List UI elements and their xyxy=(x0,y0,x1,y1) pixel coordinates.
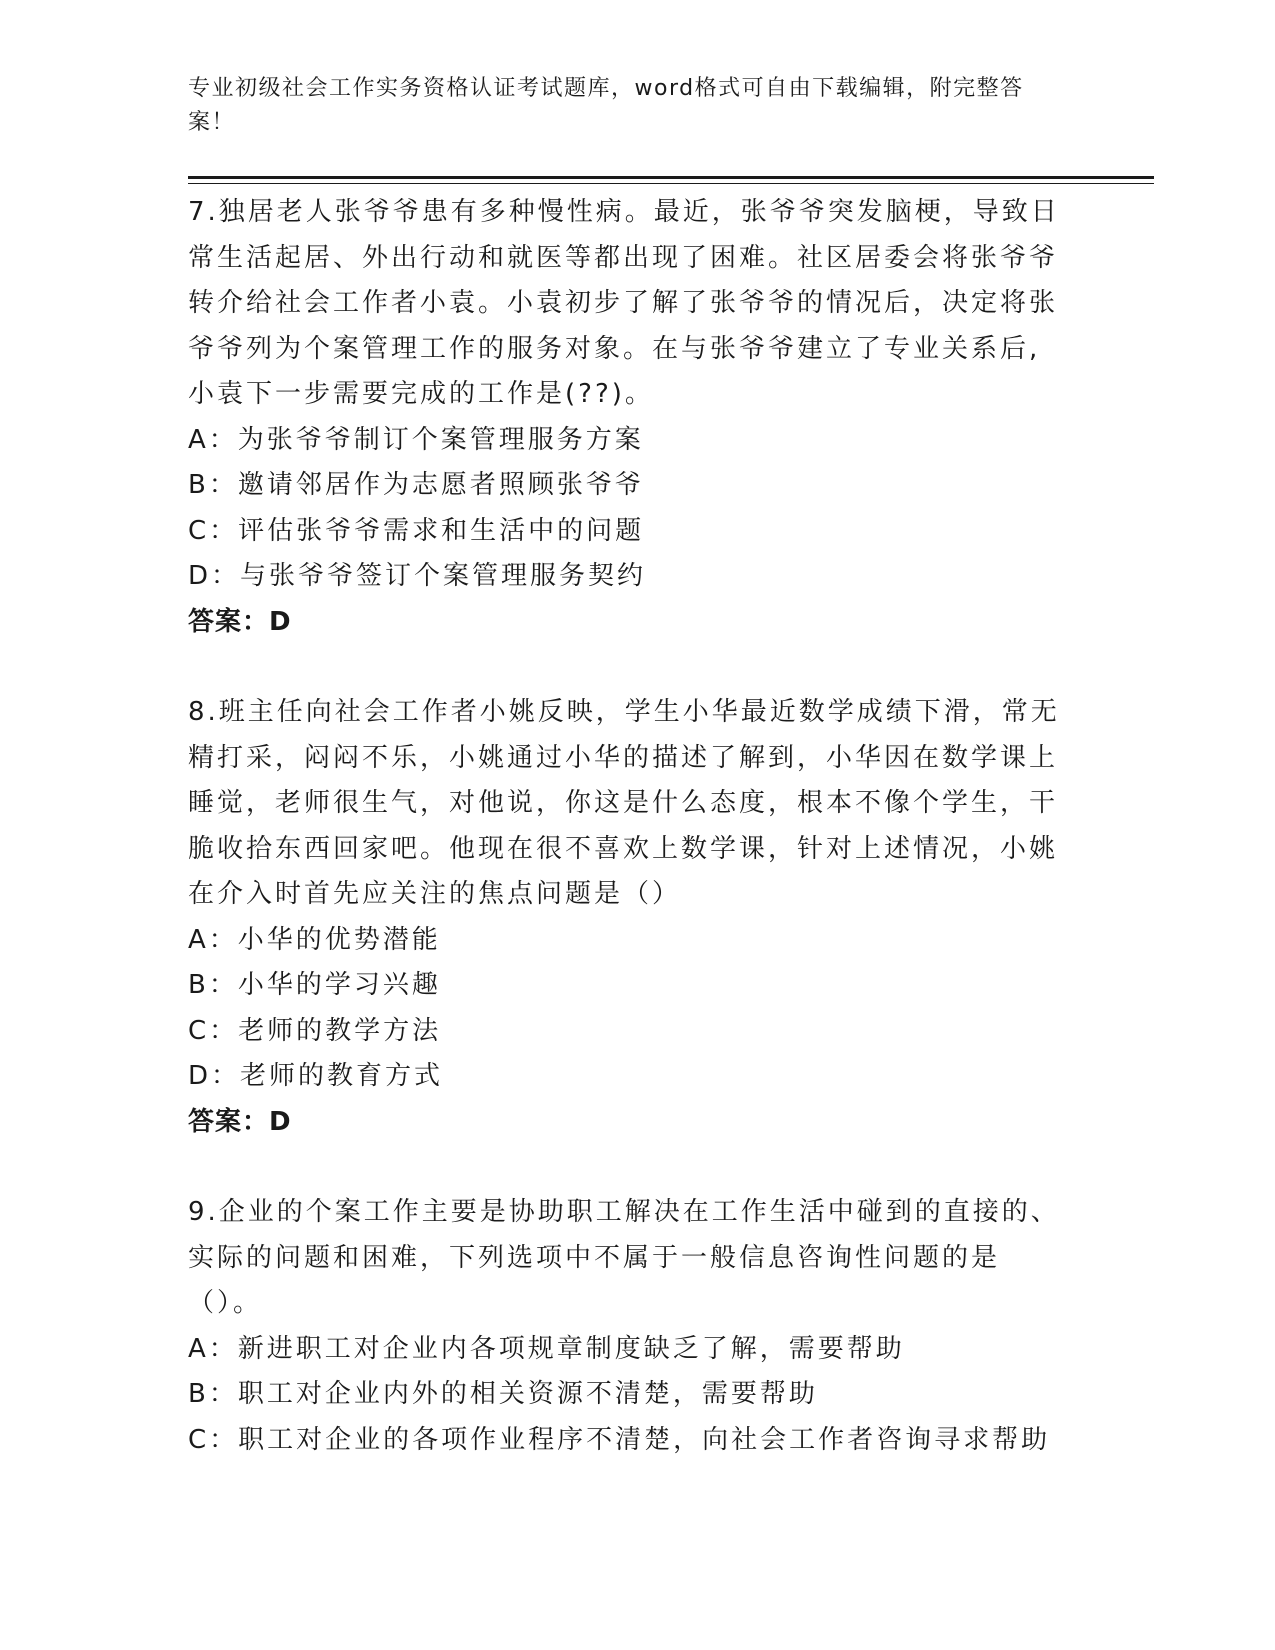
page-header: 专业初级社会工作实务资格认证考试题库，word格式可自由下载编辑，附完整答案！ xyxy=(188,76,1024,135)
question-block xyxy=(188,190,1068,645)
option-c: C：老师的教学方法 xyxy=(188,1015,442,1046)
option-a: A：为张爷爷制订个案管理服务方案 xyxy=(188,424,644,455)
option-b: B：小华的学习兴趣 xyxy=(188,970,441,1000)
answer-line: 答案：D xyxy=(188,1106,292,1137)
option-a: A：小华的优势潜能 xyxy=(188,924,441,955)
question-text: 8.班主任向社会工作者小姚反映，学生小华最近数学成绩下滑，常无精打采，闷闷不乐，小姚通过小华的描述了解到，小华因在数学课上睡觉，老师很生气，对他说，你这是什么态度，根本不像个学生，干脆收拾东西回家吧。他现在很不喜欢上数学课，针对上述情况，小姚在介入时首先应关注的焦点问题是（） xyxy=(188,697,1060,909)
header-divider-thick xyxy=(188,176,1154,179)
option-c: C：职工对企业的各项作业程序不清楚，向社会工作者咨询寻求帮助 xyxy=(188,1424,1051,1455)
option-c: C：评估张爷爷需求和生活中的问题 xyxy=(188,515,645,546)
question-block xyxy=(188,690,1068,1145)
option-b: B：邀请邻居作为志愿者照顾张爷爷 xyxy=(188,470,644,500)
option-b: B：职工对企业内外的相关资源不清楚，需要帮助 xyxy=(188,1379,818,1409)
question-list xyxy=(188,190,1068,1508)
option-d: D：老师的教育方式 xyxy=(188,1061,444,1091)
question-text: 7.独居老人张爷爷患有多种慢性病。最近，张爷爷突发脑梗，导致日常生活起居、外出行动和就医等都出现了困难。社区居委会将张爷爷转介给社会工作者小袁。小袁初步了解了张爷爷的情况后，决定将张爷爷列为个案管理工作的服务对象。在与张爷爷建立了专业关系后,小袁下一步需要完成的工作是(??)。 xyxy=(188,197,1060,409)
question-text: 9.企业的个案工作主要是协助职工解决在工作生活中碰到的直接的、实际的问题和困难，下列选项中不属于一般信息咨询性问题的是（）。 xyxy=(188,1197,1060,1318)
answer-line: 答案：D xyxy=(188,606,292,637)
header-divider-thin xyxy=(188,183,1154,184)
option-d: D：与张爷爷签订个案管理服务契约 xyxy=(188,561,647,591)
question-block xyxy=(188,1190,1068,1463)
option-a: A：新进职工对企业内各项规章制度缺乏了解，需要帮助 xyxy=(188,1333,905,1364)
